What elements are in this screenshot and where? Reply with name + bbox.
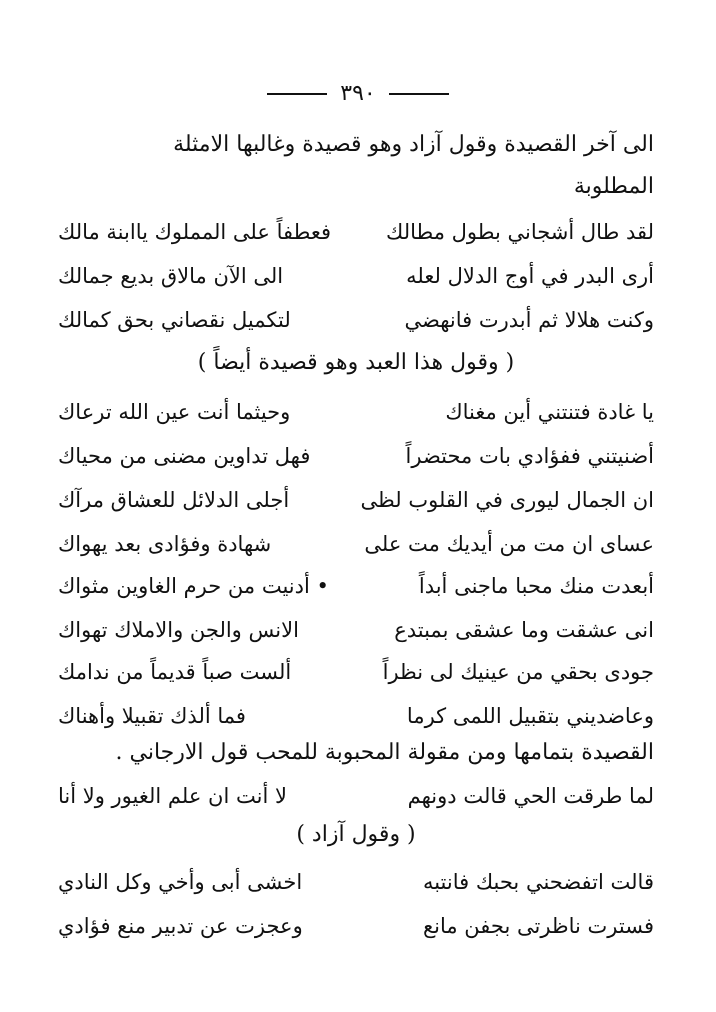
verse-second-hemistich: الانس والجن والاملاك تهواك: [58, 618, 299, 642]
verse: [58, 258, 654, 294]
verse: [58, 438, 654, 474]
verse-second-hemistich: فعطفاً على المملوك ياابنة مالك: [58, 220, 331, 244]
verse-second-hemistich: شهادة وفؤادى بعد يهواك: [58, 532, 272, 556]
verse-first-hemistich: ان الجمال ليورى في القلوب لظى: [360, 488, 654, 512]
verse-second-hemistich: وعجزت عن تدبير منع فؤادي: [58, 914, 303, 938]
verse-second-hemistich: اخشى أبى وأخي وكل النادي: [58, 870, 303, 894]
section-heading: ( وقول آزاد ): [296, 822, 416, 847]
verse: [58, 394, 654, 430]
page-number: [0, 80, 716, 108]
transition-text: القصيدة بتمامها ومن مقولة المحبوبة للمحب قول الارجاني .: [115, 740, 654, 765]
verse-second-hemistich: فهل تداوين مضنى من محياك: [58, 444, 311, 468]
verse-second-hemistich: ألست صباً قديماً من ندامك: [58, 660, 292, 684]
verse: [58, 698, 654, 734]
verse-first-hemistich: لما طرقت الحي قالت دونهم: [407, 784, 654, 808]
verse-first-hemistich: قالت اتفضحني بحبك فانتبه: [422, 870, 654, 894]
verse: [58, 778, 654, 814]
verse: [58, 864, 654, 900]
verse: [58, 612, 654, 648]
verse-first-hemistich: وكنت هلالا ثم أبدرت فانهضي: [404, 308, 654, 332]
verse: [58, 908, 654, 944]
verse-second-hemistich: فما ألذك تقبيلا وأهناك: [58, 704, 246, 728]
verse: [58, 526, 654, 562]
page-number-text: ٣٩٠: [340, 81, 376, 106]
verse: [58, 482, 654, 518]
verse: [58, 302, 654, 338]
verse-first-hemistich: لقد طال أشجاني بطول مطالك: [386, 220, 654, 244]
verse-second-hemistich: الى الآن مالاق بديع جمالك: [58, 264, 284, 288]
verse-first-hemistich: انى عشقت وما عشقى بمبتدع: [394, 618, 654, 642]
verse-first-hemistich: أضنيتني ففؤادي بات محتضراً: [405, 444, 654, 468]
verse-first-hemistich: أبعدت منك محبا ماجنى أبداً: [418, 574, 654, 598]
verse-first-hemistich: يا غادة فتنتني أين مغناك: [445, 400, 654, 424]
verse-first-hemistich: وعاضديني بتقبيل اللمى كرما: [406, 704, 654, 728]
verse: [58, 568, 654, 604]
page-number-dash-right: [389, 93, 449, 95]
verse-first-hemistich: جودى بحقي من عينيك لى نظراً: [382, 660, 654, 684]
verse: [58, 654, 654, 690]
verse-second-hemistich: • أدنيت من حرم الغاوين مثواك: [58, 574, 329, 598]
verse-second-hemistich: لتكميل نقصاني بحق كمالك: [58, 308, 291, 332]
verse: [58, 214, 654, 250]
intro-line-2: المطلوبة: [573, 174, 654, 199]
verse-second-hemistich: وحيثما أنت عين الله ترعاك: [58, 400, 291, 424]
verse-first-hemistich: عساى ان مت من أيديك مت على: [364, 532, 654, 556]
verse-first-hemistich: فسترت ناظرتى بجفن مانع: [422, 914, 654, 938]
section-heading: ( وقول هذا العبد وهو قصيدة أيضاً ): [197, 350, 515, 375]
verse-second-hemistich: لا أنت ان علم الغيور ولا أنا: [58, 784, 287, 808]
page-number-dash-left: [267, 93, 327, 95]
intro-line-1: الى آخر القصيدة وقول آزاد وهو قصيدة وغالبها الامثلة: [173, 132, 654, 157]
verse-second-hemistich: أجلى الدلائل للعشاق مرآك: [58, 488, 290, 512]
verse-first-hemistich: أرى البدر في أوج الدلال لعله: [406, 264, 654, 288]
